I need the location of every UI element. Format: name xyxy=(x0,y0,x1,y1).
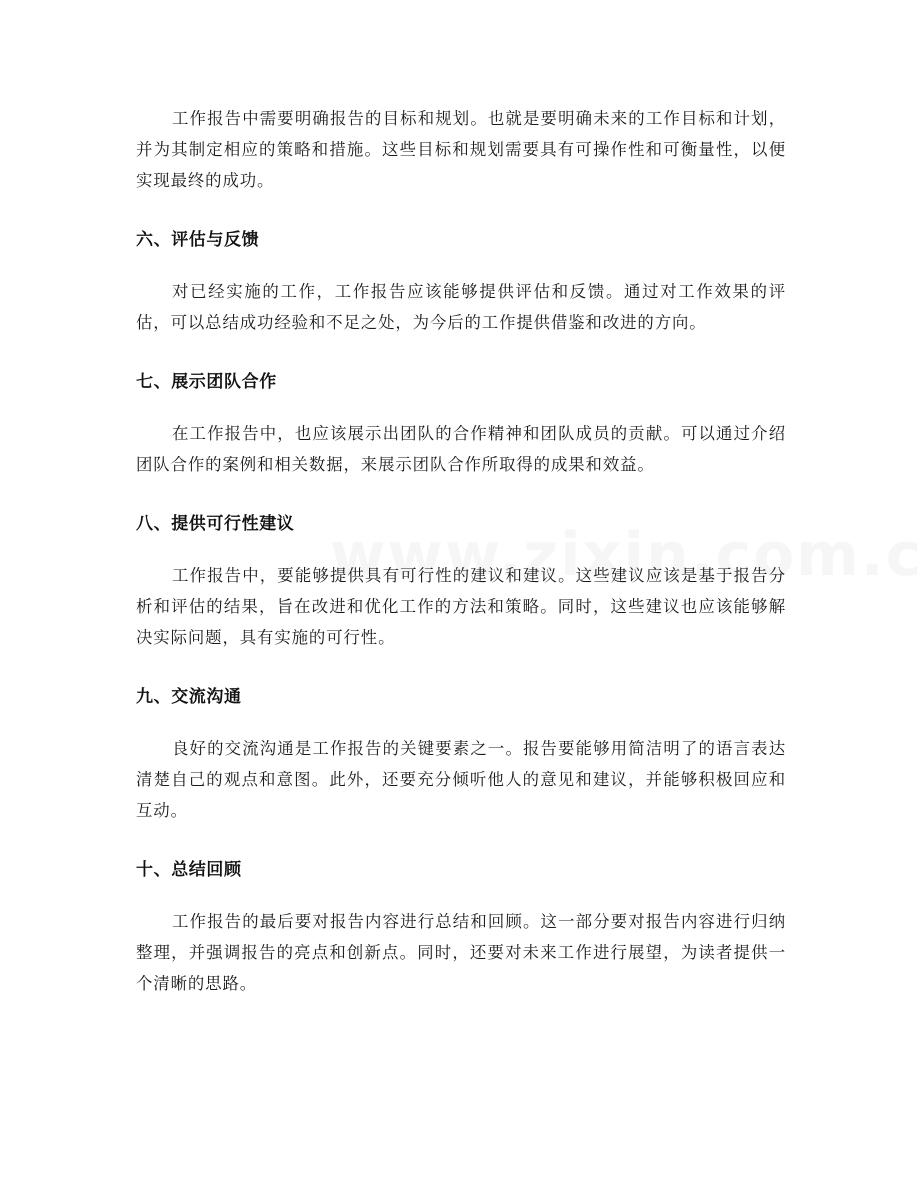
section-heading: 九、交流沟通 xyxy=(136,687,242,707)
document-body xyxy=(136,103,786,999)
section-paragraph: 工作报告的最后要对报告内容进行总结和回顾。这一部分要对报告内容进行归纳整理，并强调报告的亮点和创新点。同时，还要对未来工作进行展望，为读者提供一个清晰的思路。 xyxy=(136,912,786,993)
section-summary xyxy=(136,856,786,999)
section-heading: 十、总结回顾 xyxy=(136,860,242,880)
section-paragraph: 对已经实施的工作，工作报告应该能够提供评估和反馈。通过对工作效果的评估，可以总结成功经验和不足之处，为今后的工作提供借鉴和改进的方向。 xyxy=(136,282,786,332)
section-suggestions xyxy=(136,510,786,653)
section-heading: 六、评估与反馈 xyxy=(136,230,260,250)
section-evaluation xyxy=(136,226,786,338)
intro-paragraph: 工作报告中需要明确报告的目标和规划。也就是要明确未来的工作目标和计划，并为其制定相应的策略和措施。这些目标和规划需要具有可操作性和可衡量性，以便实现最终的成功。 xyxy=(136,109,786,190)
section-communication xyxy=(136,683,786,826)
section-paragraph: 在工作报告中，也应该展示出团队的合作精神和团队成员的贡献。可以通过介绍团队合作的案例和相关数据，来展示团队合作所取得的成果和效益。 xyxy=(136,424,786,474)
section-paragraph: 工作报告中，要能够提供具有可行性的建议和建议。这些建议应该是基于报告分析和评估的结果，旨在改进和优化工作的方法和策略。同时，这些建议也应该能够解决实际问题，具有实施的可行性。 xyxy=(136,566,786,647)
section-teamwork xyxy=(136,368,786,480)
section-heading: 八、提供可行性建议 xyxy=(136,514,295,534)
section-heading: 七、展示团队合作 xyxy=(136,372,277,392)
section-paragraph: 良好的交流沟通是工作报告的关键要素之一。报告要能够用简洁明了的语言表达清楚自己的观点和意图。此外，还要充分倾听他人的意见和建议，并能够积极回应和互动。 xyxy=(136,739,786,820)
